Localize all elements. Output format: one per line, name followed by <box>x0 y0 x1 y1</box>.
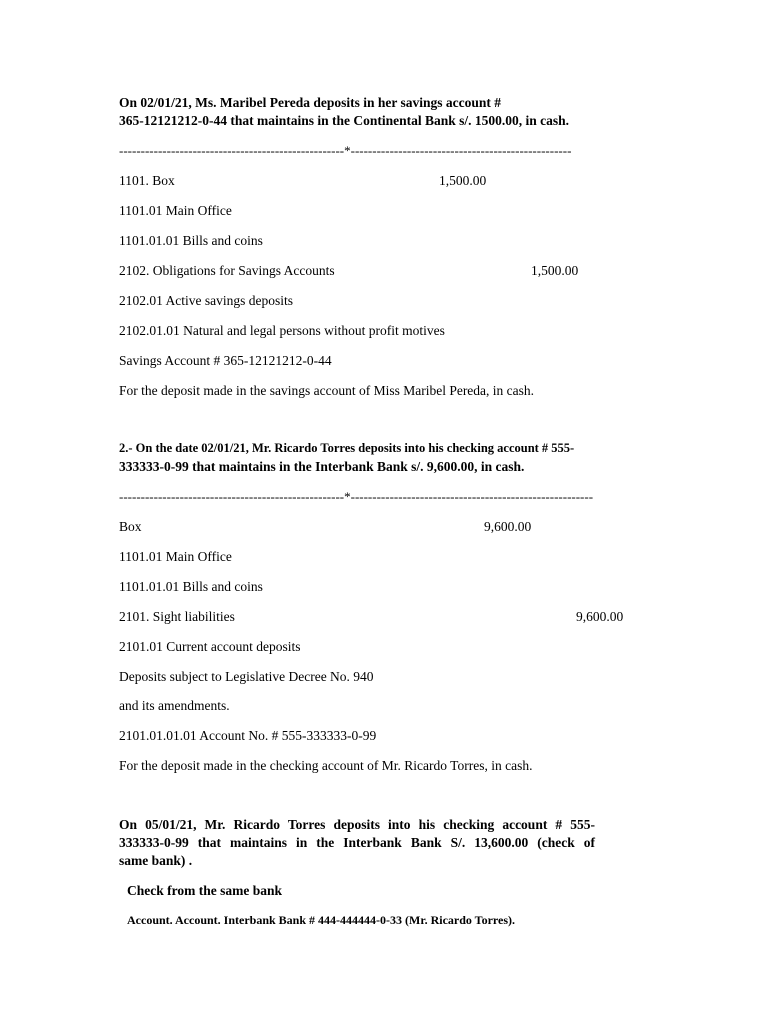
entry1-line-main-office: 1101.01 Main Office <box>119 203 232 218</box>
entry2-debit-amount: 9,600.00 <box>484 519 532 534</box>
entry2-credit-amount: 9,600.00 <box>576 609 624 624</box>
entry2-line-account-number: 2101.01.01.01 Account No. # 555-333333-0-99 <box>119 728 377 743</box>
entry3-heading-line3: same bank) . <box>119 853 193 868</box>
entry2-account-box: Box <box>119 519 142 534</box>
entry2-separator: ----------------------------------------------------*-------------------------------------------------------- <box>119 489 594 504</box>
entry1-line-description: For the deposit made in the savings account of Miss Maribel Pereda, in cash. <box>119 383 535 398</box>
entry1-account-box: 1101. Box <box>119 173 175 188</box>
entry2-line-bills-coins: 1101.01.01 Bills and coins <box>119 579 263 594</box>
entry2-line-main-office: 1101.01 Main Office <box>119 549 232 564</box>
entry1-heading-line2: 365-12121212-0-44 that maintains in the Continental Bank s/. 1500.00, in cash. <box>119 113 570 128</box>
entry1-line-active-savings: 2102.01 Active savings deposits <box>119 293 293 308</box>
entry2-heading-line1: 2.- On the date 02/01/21, Mr. Ricardo Torres deposits into his checking account # 555- <box>119 441 575 455</box>
entry3-subheading: Check from the same bank <box>127 883 282 898</box>
entry2-line-description: For the deposit made in the checking account of Mr. Ricardo Torres, in cash. <box>119 758 533 773</box>
entry3-heading-line2: 333333-0-99 that maintains in the Interbank Bank S/. 13,600.00 (check of <box>119 835 595 850</box>
entry2-account-sight-liabilities: 2101. Sight liabilities <box>119 609 235 624</box>
entry1-debit-amount: 1,500.00 <box>439 173 487 188</box>
entry2-line-amendments: and its amendments. <box>119 698 230 713</box>
entry1-line-natural-legal: 2102.01.01 Natural and legal persons without profit motives <box>119 323 445 338</box>
entry2-line-legislative-decree: Deposits subject to Legislative Decree No. 940 <box>119 669 374 684</box>
entry3-account-line: Account. Account. Interbank Bank # 444-444444-0-33 (Mr. Ricardo Torres). <box>127 913 516 927</box>
entry1-credit-amount: 1,500.00 <box>531 263 579 278</box>
entry1-separator: ----------------------------------------------------*--------------------------------------------------- <box>119 143 572 158</box>
entry3-heading-line1: On 05/01/21, Mr. Ricardo Torres deposits into his checking account # 555- <box>119 817 595 832</box>
entry1-heading-line1: On 02/01/21, Ms. Maribel Pereda deposits in her savings account # <box>119 95 502 110</box>
entry1-account-obligations: 2102. Obligations for Savings Accounts <box>119 263 335 278</box>
entry1-line-bills-coins: 1101.01.01 Bills and coins <box>119 233 263 248</box>
entry1-line-savings-account: Savings Account # 365-12121212-0-44 <box>119 353 332 368</box>
entry2-line-current-deposits: 2101.01 Current account deposits <box>119 639 301 654</box>
entry2-heading-line2: 333333-0-99 that maintains in the Interbank Bank s/. 9,600.00, in cash. <box>119 459 525 474</box>
